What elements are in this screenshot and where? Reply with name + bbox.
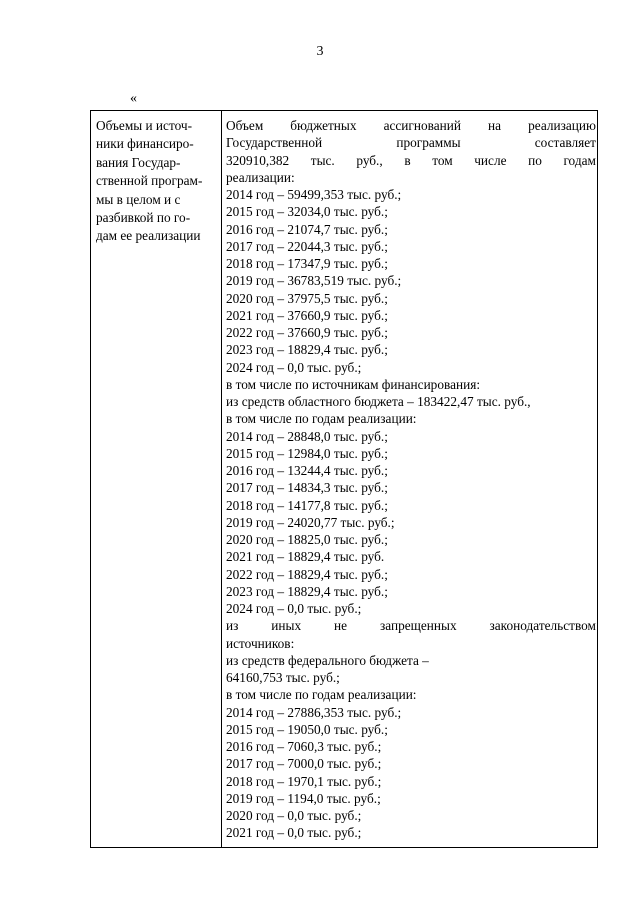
intro-word: программы (396, 135, 461, 151)
total-year-line: 2014 год – 59499,353 тыс. руб.; (226, 187, 402, 202)
intro-line: реализации: (226, 169, 295, 185)
federal-year-line: 2015 год – 19050,0 тыс. руб.; (226, 721, 388, 737)
label-line: Объемы и источ- (96, 118, 192, 133)
regional-year-line: 2016 год – 13244,4 тыс. руб.; (226, 463, 388, 478)
total-year-line: 2015 год – 32034,0 тыс. руб.; (226, 204, 388, 220)
total-year-line: 2017 год – 22044,3 тыс. руб.; (226, 238, 388, 254)
intro-word: Государственной (226, 135, 323, 151)
intro-word: числе (474, 152, 507, 168)
intro-word: тыс. (310, 152, 335, 168)
federal-year-line: 2020 год – 0,0 тыс. руб.; (226, 808, 362, 823)
funding-table (90, 110, 598, 848)
other-sources-line: источников: (226, 635, 295, 651)
label-line: ственной програм- (96, 173, 203, 189)
total-year-line: 2023 год – 18829,4 тыс. руб.; (226, 342, 388, 358)
label-line: мы в целом и с (96, 191, 181, 207)
other-sources-word: иных (271, 618, 302, 634)
label-line: разбивкой по го- (96, 210, 191, 226)
regional-year-line: 2018 год – 14177,8 тыс. руб.; (226, 497, 388, 513)
federal-total: из средств федерального бюджета – (226, 652, 429, 668)
intro-word: составляет (534, 135, 596, 151)
intro-word: бюджетных (290, 118, 357, 133)
total-year-line: 2016 год – 21074,7 тыс. руб.; (226, 221, 388, 237)
content-cell (226, 117, 596, 842)
intro-word: том (432, 152, 453, 168)
label-cell (96, 117, 215, 246)
other-sources-line (226, 617, 596, 634)
intro-line (226, 117, 596, 134)
federal-year-line: 2017 год – 7000,0 тыс. руб.; (226, 756, 382, 772)
federal-by-year-heading: в том числе по годам реализации: (226, 687, 417, 703)
intro-word: реализацию (528, 118, 596, 133)
total-year-line: 2020 год – 37975,5 тыс. руб.; (226, 290, 388, 306)
intro-word: 320910,382 (226, 152, 290, 168)
federal-total: 64160,753 тыс. руб.; (226, 670, 340, 685)
other-sources-word: из (226, 618, 239, 634)
regional-year-line: 2017 год – 14834,3 тыс. руб.; (226, 480, 388, 496)
label-line: вания Государ- (96, 154, 181, 170)
regional-year-line: 2014 год – 28848,0 тыс. руб.; (226, 428, 388, 444)
federal-year-line: 2016 год – 7060,3 тыс. руб.; (226, 739, 382, 754)
regional-year-line: 2015 год – 12984,0 тыс. руб.; (226, 445, 388, 461)
opening-quote-mark: « (130, 91, 137, 106)
regional-year-line: 2021 год – 18829,4 тыс. руб. (226, 549, 385, 565)
federal-year-line: 2019 год – 1194,0 тыс. руб.; (226, 790, 381, 806)
regional-year-line: 2022 год – 18829,4 тыс. руб.; (226, 566, 388, 582)
total-year-line: 2019 год – 36783,519 тыс. руб.; (226, 273, 402, 289)
sources-heading: в том числе по источникам финансирования: (226, 376, 481, 392)
regional-year-line: 2020 год – 18825,0 тыс. руб.; (226, 532, 388, 547)
intro-word: Объем (226, 118, 264, 133)
intro-word: ассигнований (383, 118, 461, 133)
federal-year-line: 2014 год – 27886,353 тыс. руб.; (226, 704, 402, 720)
other-sources-word: запрещенных (380, 618, 457, 634)
label-line: ники финансиро- (96, 136, 194, 152)
intro-line (226, 134, 596, 151)
column-divider (221, 111, 222, 847)
regional-year-line: 2023 год – 18829,4 тыс. руб.; (226, 583, 388, 599)
intro-line (226, 152, 596, 169)
regional-by-year-heading: в том числе по годам реализации: (226, 411, 417, 427)
other-sources-word: законодательством (489, 618, 596, 634)
intro-word: годам (563, 152, 596, 168)
federal-year-line: 2018 год – 1970,1 тыс. руб.; (226, 773, 382, 789)
regional-year-line: 2024 год – 0,0 тыс. руб.; (226, 601, 362, 616)
label-line: дам ее реализации (96, 228, 201, 244)
federal-year-line: 2021 год – 0,0 тыс. руб.; (226, 825, 362, 841)
other-sources-word: не (334, 618, 348, 634)
intro-word: на (488, 118, 502, 133)
total-year-line: 2024 год – 0,0 тыс. руб.; (226, 359, 362, 375)
total-year-line: 2018 год – 17347,9 тыс. руб.; (226, 256, 388, 271)
intro-word: в (404, 152, 411, 168)
page-number: 3 (316, 44, 324, 59)
total-year-line: 2022 год – 37660,9 тыс. руб.; (226, 325, 388, 340)
regional-total: из средств областного бюджета – 183422,47 тыс. руб., (226, 394, 531, 409)
intro-word: по (528, 152, 542, 168)
total-year-line: 2021 год – 37660,9 тыс. руб.; (226, 307, 388, 323)
intro-word: руб., (356, 152, 383, 168)
regional-year-line: 2019 год – 24020,77 тыс. руб.; (226, 514, 395, 530)
